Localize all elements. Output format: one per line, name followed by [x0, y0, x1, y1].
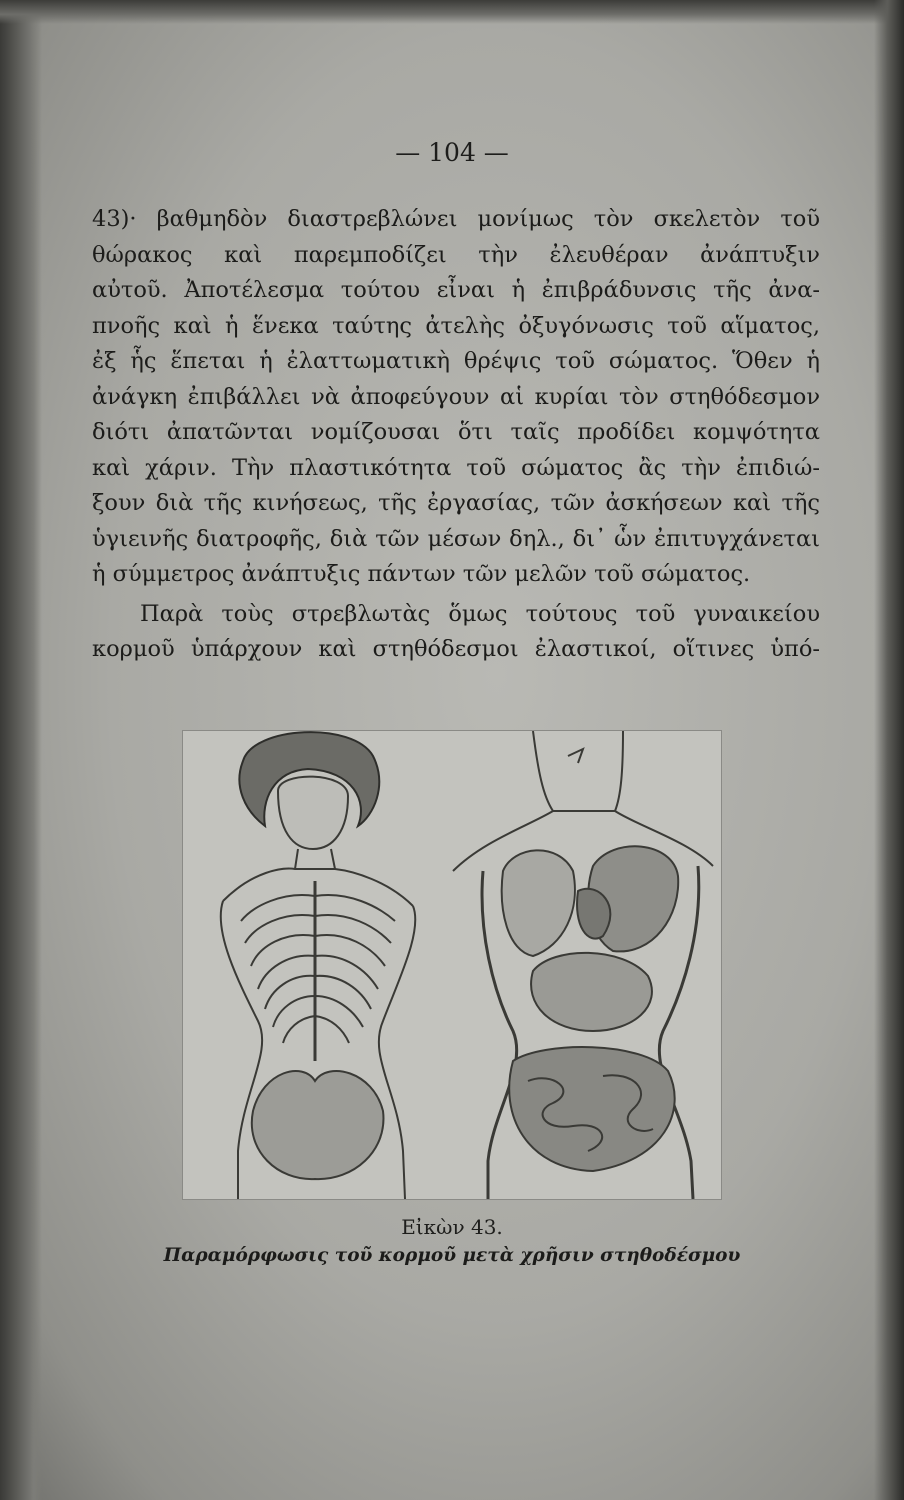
text-line: διότι ἀπατῶνται νομίζουσαι ὅτι ταῖς προδίδει κομψότητα — [92, 419, 820, 445]
face-outline — [278, 777, 348, 849]
text-line: καὶ χάριν. Τὴν πλαστικότητα τοῦ σώματος ἂς τὴν ἐπιδιώ- — [92, 454, 820, 481]
page-right-edge — [874, 0, 904, 1500]
text-line: κορμοῦ ὑπάρχουν καὶ στηθόδεσμοι ἐλαστικοί, οἵτινες ὑπό- — [92, 636, 820, 662]
stomach — [531, 953, 652, 1031]
text-line: 43)· βαθμηδὸν διαστρεβλώνει μονίμως τὸν σκελετὸν τοῦ — [92, 206, 820, 232]
right-shoulders — [453, 811, 713, 871]
body-text — [92, 202, 820, 668]
book-spine-shadow — [0, 0, 42, 1500]
text-line: ἀνάγκη ἐπιβάλλει νὰ ἀποφεύγουν αἱ κυρίαι τὸν στηθόδεσμον — [92, 383, 820, 410]
text-line: πνοῆς καὶ ἡ ἕνεκα ταύτης ἀτελὴς ὀξυγόνωσις τοῦ αἵματος, — [92, 312, 820, 339]
text-line: ἐξ ἧς ἕπεται ἡ ἐλαττωματικὴ θρέψις τοῦ σώματος. Ὅθεν ἡ — [92, 348, 820, 374]
page-number: — 104 — — [395, 138, 509, 167]
left-shoulders — [223, 869, 413, 906]
text-line: αὐτοῦ. Ἀποτέλεσμα τούτου εἶναι ἡ ἐπιβράδυνσις τῆς ἀνα- — [92, 277, 820, 303]
text-line: ὑγιεινῆς διατροφῆς, διὰ τῶν μέσων δηλ., δι᾽ ὧν ἐπιτυγχάνεται — [92, 525, 820, 552]
intestines — [509, 1047, 674, 1171]
figure-caption: Παραμόρφωσις τοῦ κορμοῦ μετὰ χρῆσιν στηθοδέσμου — [163, 1245, 741, 1266]
corset-deformation-illustration — [182, 730, 722, 1200]
text-line: ξουν διὰ τῆς κινήσεως, τῆς ἐργασίας, τῶν ἀσκήσεων καὶ τῆς — [92, 490, 820, 516]
page-top-edge — [0, 0, 904, 24]
text-line: ἡ σύμμετρος ἀνάπτυξις πάντων τῶν μελῶν τοῦ σώματος. — [92, 561, 751, 587]
lung-left — [502, 850, 575, 956]
figure-number: Εἰκὼν 43. — [401, 1215, 503, 1239]
text-line: Παρὰ τοὺς στρεβλωτὰς ὅμως τούτους τοῦ γυναικείου — [140, 600, 820, 627]
illustration-drawing — [183, 731, 721, 1199]
neck-right — [533, 731, 623, 811]
pelvis-left — [252, 1071, 384, 1179]
text-line: θώρακος καὶ παρεμποδίζει τὴν ἐλευθέραν ἀνάπτυξιν — [92, 241, 820, 268]
